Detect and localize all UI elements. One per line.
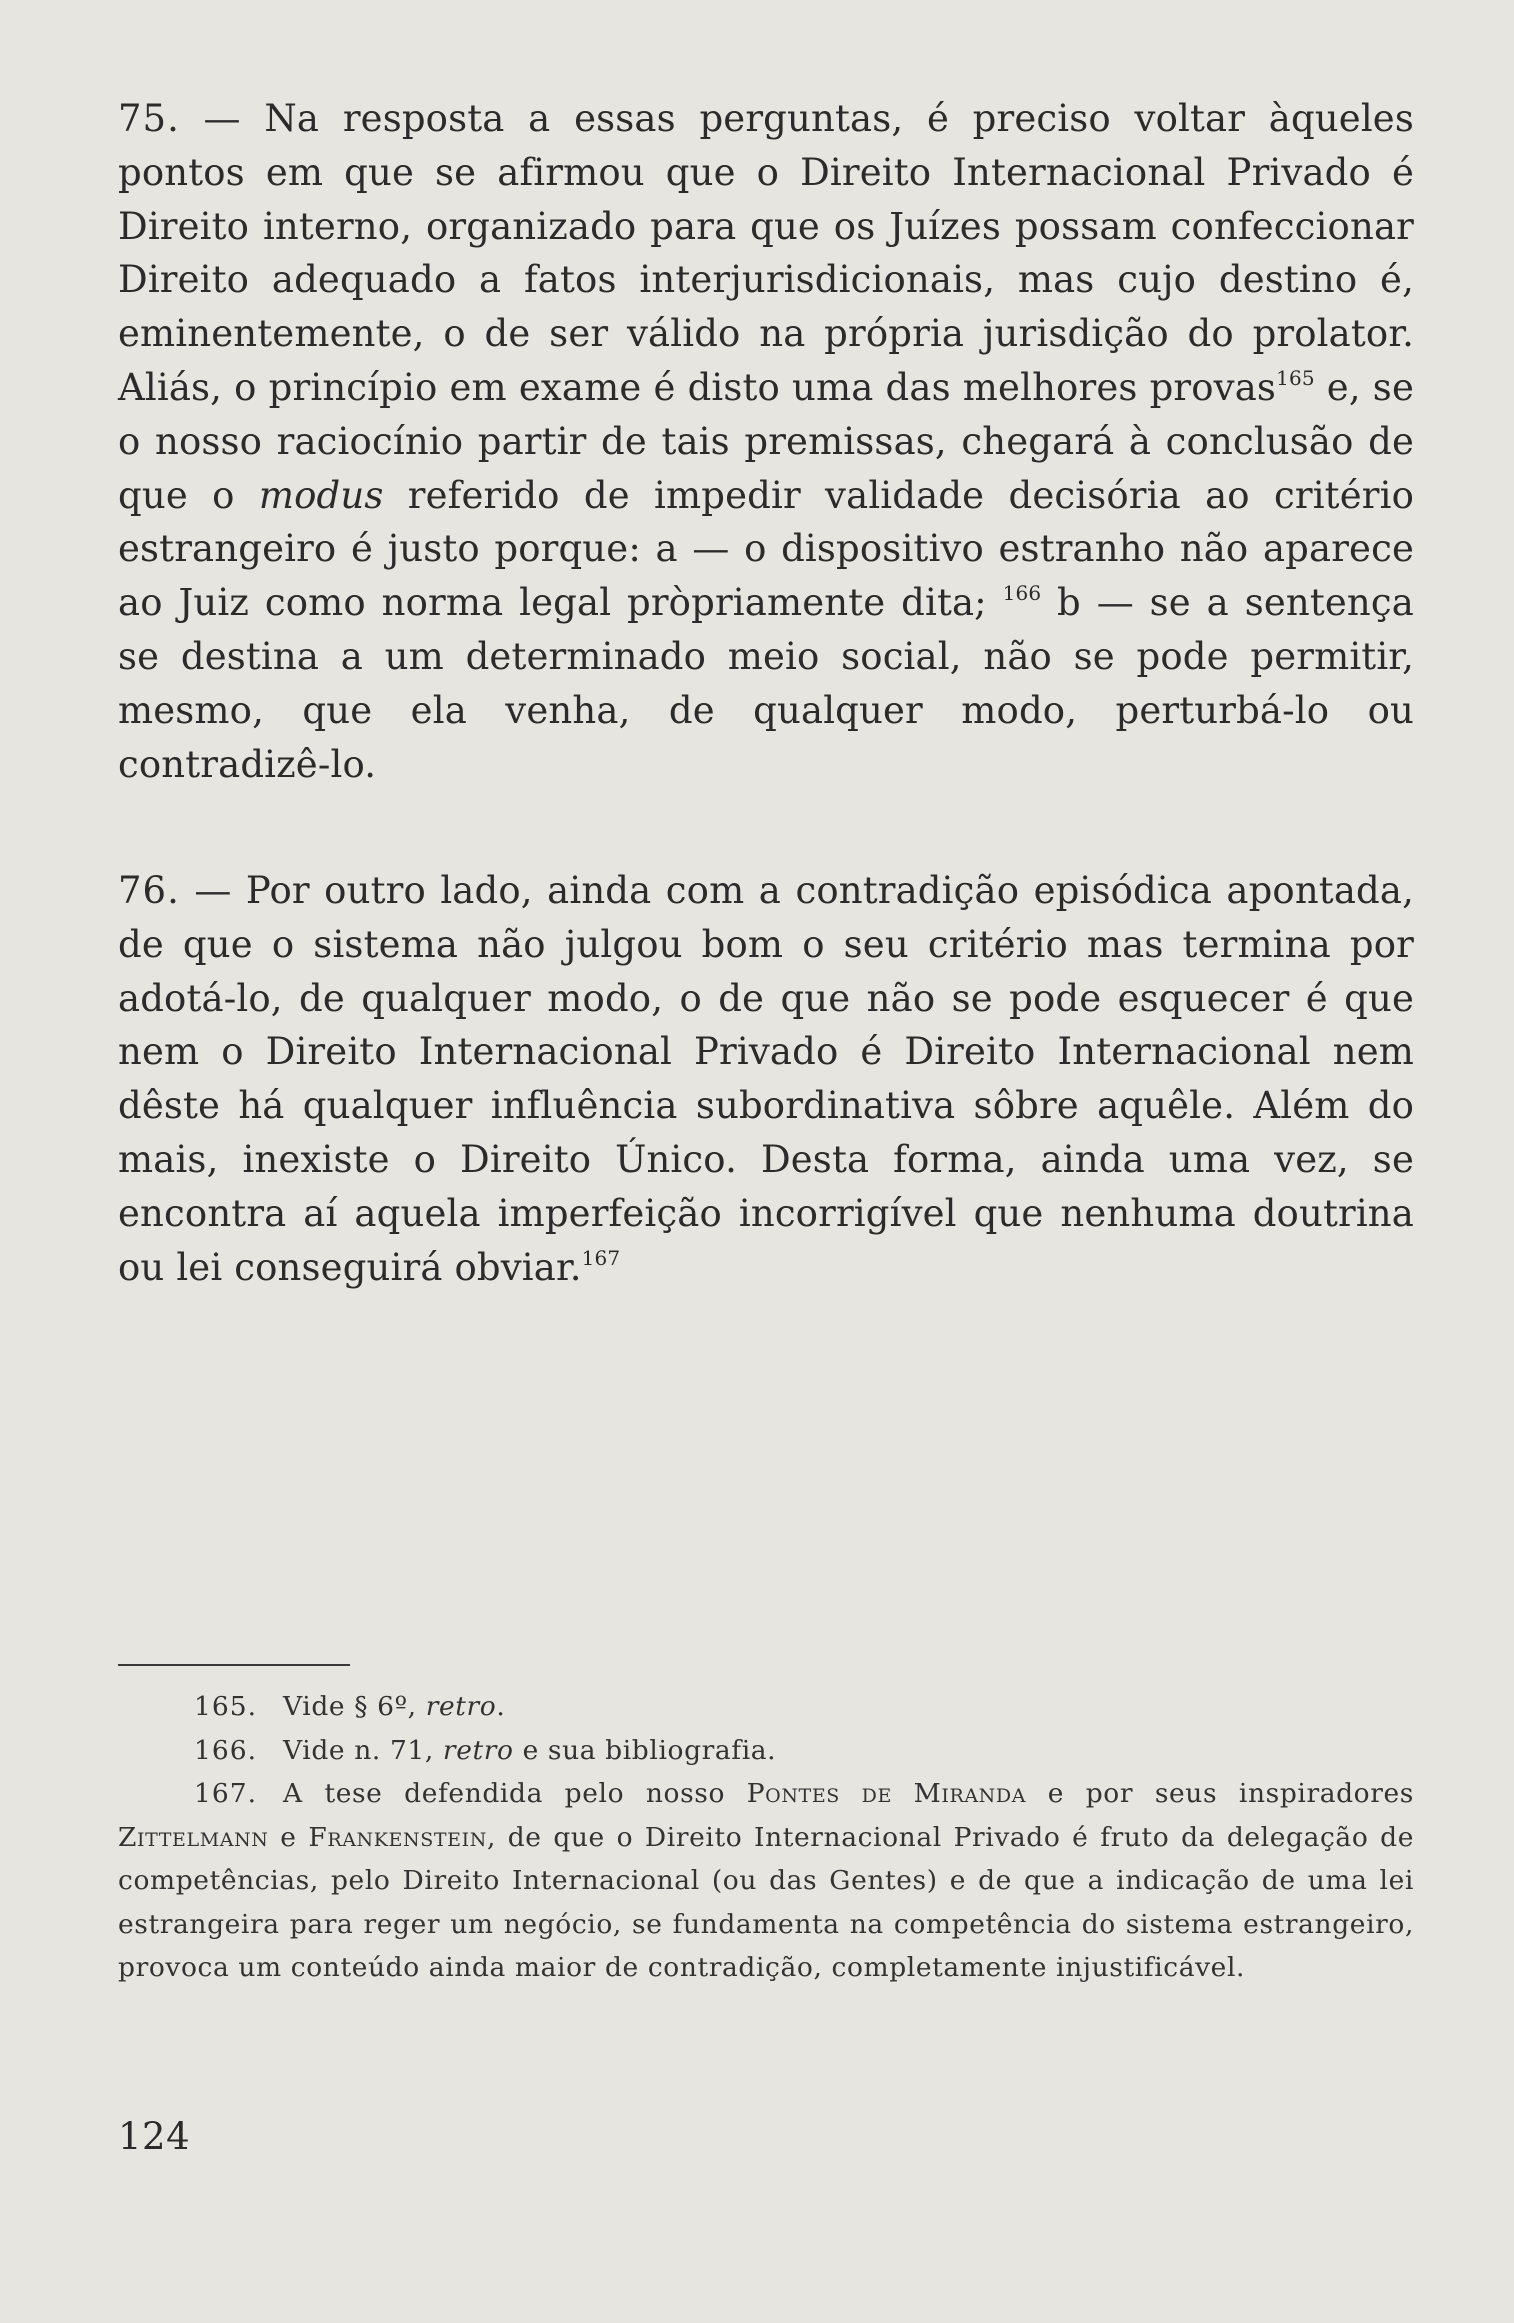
footnote-separator [118, 1664, 350, 1666]
paragraph-number: 76. [118, 869, 180, 912]
footnotes [118, 1685, 1414, 1990]
paragraph-number: 75. [118, 97, 180, 140]
italic-term: retro [425, 1691, 497, 1722]
author-name: Frankenstein [308, 1821, 487, 1853]
footnote-ref-166[interactable]: 166 [1002, 581, 1042, 606]
page-number: 124 [118, 2115, 191, 2158]
italic-term: retro [442, 1734, 514, 1766]
footnote-text: A tese defendida pelo nosso [283, 1778, 747, 1809]
footnote-number: 167. [194, 1778, 258, 1809]
author-name: Pontes de Miranda [746, 1778, 1027, 1809]
italic-term: modus [258, 473, 384, 517]
footnote-text: Vide n. 71, [283, 1734, 443, 1766]
footnote-text: e [268, 1821, 309, 1853]
footnote-text: , de que o Direito Internacional Privado é fruto da delegação de competências, pelo Direito Internacional (ou das Gentes) e de que a indicação de uma lei estrangeira para reger um negócio, se fundamenta na competência do sistema estrangeiro, provoca um conteúdo ainda maior de contradição, completamente injustificável. [118, 1821, 1414, 1983]
paragraph-text: e, se o nosso raciocínio partir de tais premissas, chegará à conclusão de que o [118, 365, 1414, 517]
footnote-number: 165. [194, 1691, 258, 1722]
paragraph-text: b — se a sentença se destina a um determinado meio social, não se pode permitir, mesmo, que ela venha, de qualquer modo, perturbá-lo ou contradizê-lo. [118, 581, 1414, 786]
author-name: Zittelmann [118, 1821, 269, 1853]
footnote-text: Vide § 6º, [283, 1691, 426, 1722]
footnote-number: 166. [194, 1734, 258, 1766]
footnote-165 [118, 1685, 1414, 1729]
footnote-ref-167[interactable]: 167 [581, 1245, 621, 1270]
paragraph-text: — Por outro lado, ainda com a contradição episódica apontada, de que o sistema não julgou bom o seu critério mas termina por adotá-lo, de qualquer modo, o de que não se pode esquecer é que nem o Direito Internacional Privado é Direito Internacional nem dêste há qualquer influência subordinativa sôbre aquêle. Além do mais, inexiste o Direito Único. Desta forma, ainda uma vez, se encontra aí aquela imperfeição incorrigível que nenhuma doutrina ou lei conseguirá obviar. [118, 869, 1414, 1289]
footnote-167 [118, 1772, 1414, 1990]
footnote-166 [118, 1729, 1414, 1773]
paragraph-75 [118, 92, 1414, 791]
paragraph-76 [118, 864, 1414, 1294]
paragraph-text: — Na resposta a essas perguntas, é preciso voltar àqueles pontos em que se afirmou que o Direito Internacional Privado é Direito interno, organizado para que os Juízes possam confeccionar Direito adequado a fatos interjurisdicionais, mas cujo destino é, eminentemente, o de ser válido na própria jurisdição do prolator. Aliás, o princípio em exame é disto uma das melhores provas [118, 97, 1414, 409]
footnote-ref-165[interactable]: 165 [1276, 365, 1315, 390]
footnote-text: e sua bibliografia. [513, 1734, 777, 1766]
footnote-text: e por seus inspiradores [1026, 1778, 1414, 1809]
footnote-text: . [496, 1691, 506, 1722]
paragraph-text: referido de impedir validade decisória ao critério estrangeiro é justo porque: a — o dispositivo estranho não aparece ao Juiz como norma legal pròpriamente dita; [118, 473, 1414, 625]
